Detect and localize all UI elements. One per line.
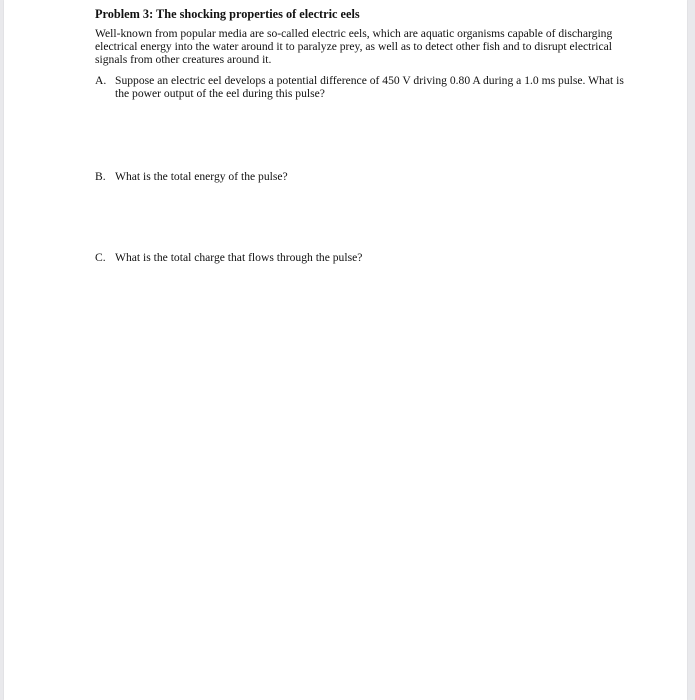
question-text: What is the total energy of the pulse?: [115, 170, 288, 183]
problem-title: Problem 3: The shocking properties of electric eels: [95, 7, 360, 21]
problem-intro: Well-known from popular media are so-called electric eels, which are aquatic organisms capable of discharging electrical energy into the water around it to paralyze prey, as well as to detect other fish and to disrupt electrical signals from other creatures around it.: [95, 27, 613, 66]
question-text: Suppose an electric eel develops a potential difference of 450 V driving 0.80 A during a 1.0 ms pulse. What is the power output of the eel during this pulse?: [115, 74, 624, 100]
question-text: What is the total charge that flows through the pulse?: [115, 251, 363, 264]
question-a: [95, 75, 625, 101]
question-b: [95, 171, 625, 184]
question-letter: C.: [95, 251, 106, 264]
problem-section: [95, 7, 625, 264]
question-letter: A.: [95, 74, 107, 87]
question-c: [95, 252, 625, 265]
question-letter: B.: [95, 170, 106, 183]
document-page: [4, 0, 687, 700]
